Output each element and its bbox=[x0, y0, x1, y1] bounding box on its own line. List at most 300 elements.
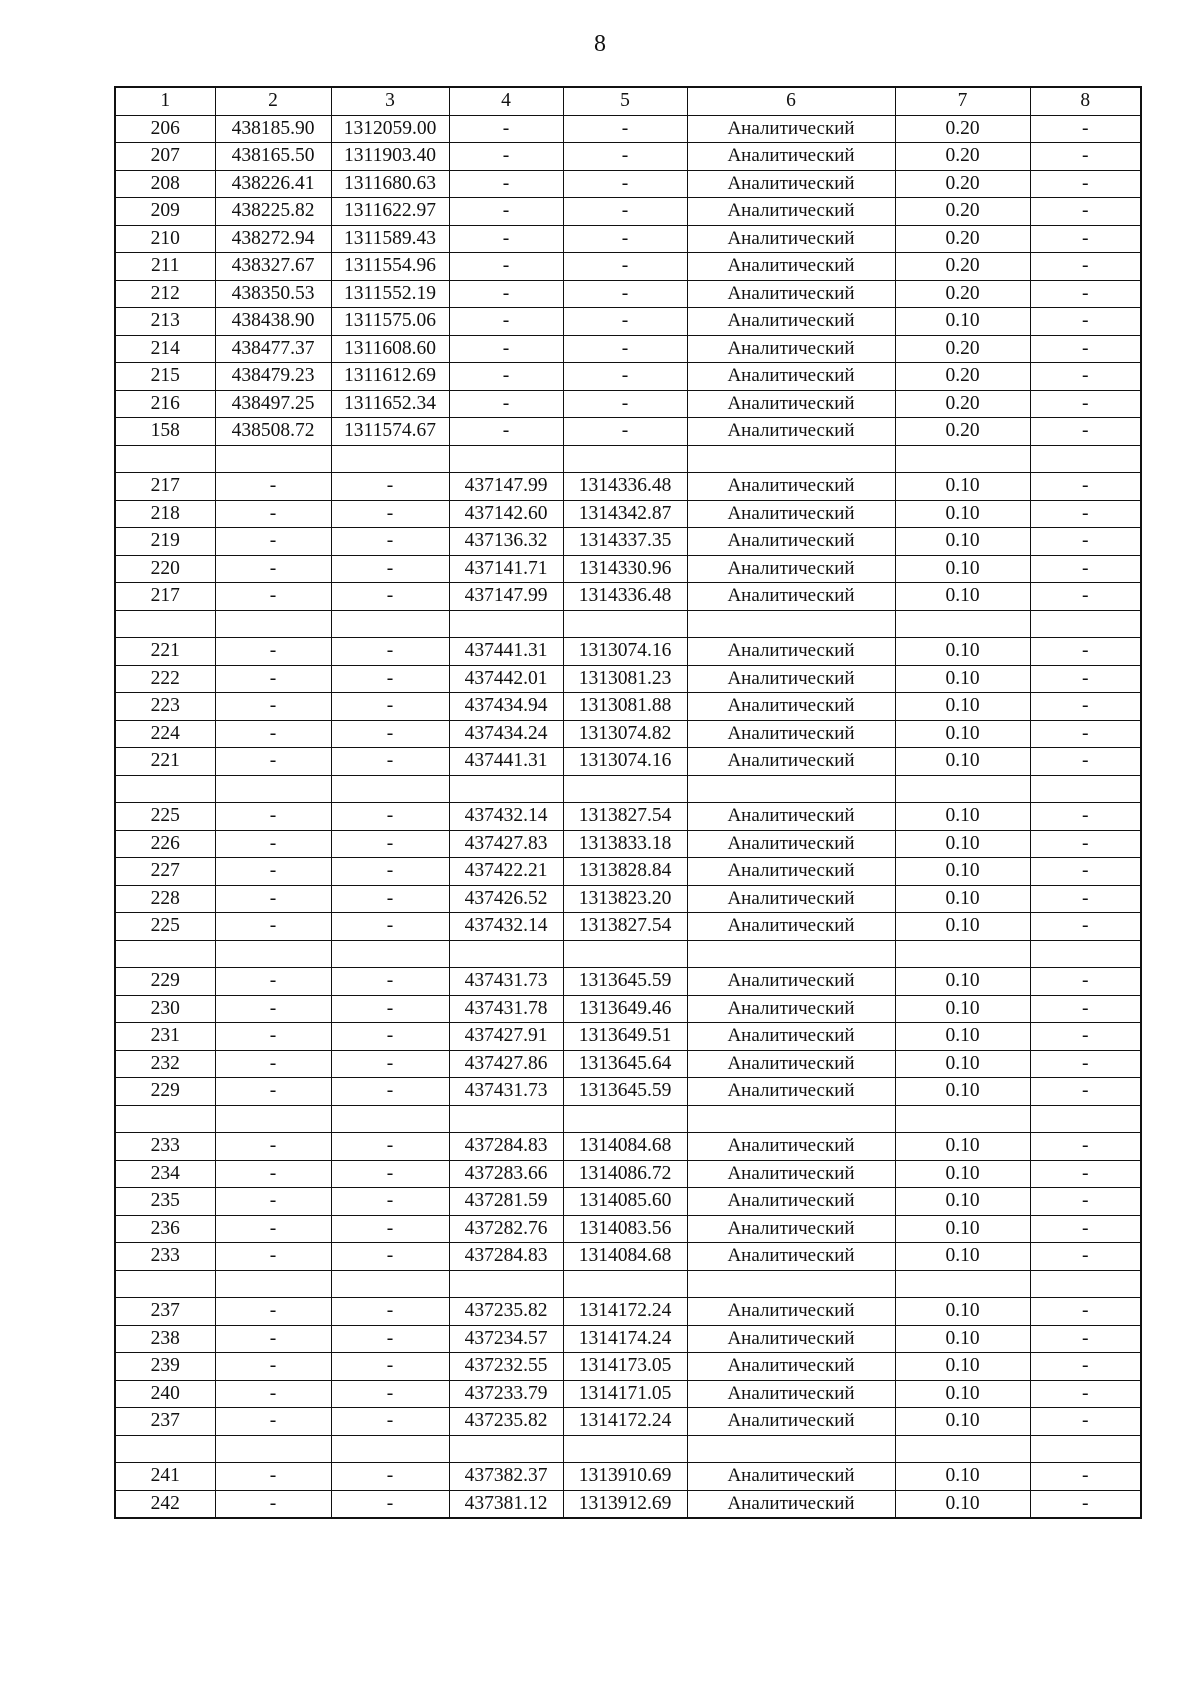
table-cell: 437427.86 bbox=[449, 1050, 563, 1078]
table-cell: - bbox=[449, 143, 563, 171]
table-cell: 235 bbox=[115, 1188, 215, 1216]
empty-cell bbox=[563, 1435, 687, 1463]
table-cell: - bbox=[215, 1133, 331, 1161]
table-header-row bbox=[115, 87, 1141, 115]
table-cell: 437141.71 bbox=[449, 555, 563, 583]
table-cell: 1314085.60 bbox=[563, 1188, 687, 1216]
table-cell: - bbox=[331, 885, 449, 913]
table-row bbox=[115, 500, 1141, 528]
table-cell: 0.20 bbox=[895, 170, 1030, 198]
empty-cell bbox=[1030, 610, 1141, 638]
table-cell: 219 bbox=[115, 528, 215, 556]
table-cell: 0.10 bbox=[895, 1325, 1030, 1353]
table-cell: - bbox=[449, 418, 563, 446]
table-row bbox=[115, 115, 1141, 143]
table-row bbox=[115, 748, 1141, 776]
table-cell: 220 bbox=[115, 555, 215, 583]
empty-cell bbox=[331, 775, 449, 803]
table-body bbox=[115, 115, 1141, 1518]
table-cell: - bbox=[215, 693, 331, 721]
table-cell: 0.20 bbox=[895, 280, 1030, 308]
table-cell: 229 bbox=[115, 1078, 215, 1106]
column-header: 3 bbox=[331, 87, 449, 115]
table-cell: 209 bbox=[115, 198, 215, 226]
empty-cell bbox=[215, 1270, 331, 1298]
table-cell: - bbox=[215, 1243, 331, 1271]
spacer-row bbox=[115, 1270, 1141, 1298]
table-row bbox=[115, 1188, 1141, 1216]
table-cell: 437426.52 bbox=[449, 885, 563, 913]
table-cell: 223 bbox=[115, 693, 215, 721]
table-cell: - bbox=[1030, 473, 1141, 501]
table-cell: - bbox=[331, 583, 449, 611]
table-cell: 229 bbox=[115, 968, 215, 996]
table-row bbox=[115, 390, 1141, 418]
table-cell: - bbox=[331, 665, 449, 693]
table-cell: 437232.55 bbox=[449, 1353, 563, 1381]
table-cell: 213 bbox=[115, 308, 215, 336]
table-cell: - bbox=[563, 170, 687, 198]
table-row bbox=[115, 995, 1141, 1023]
table-cell: - bbox=[563, 225, 687, 253]
table-cell: - bbox=[215, 1298, 331, 1326]
column-header: 1 bbox=[115, 87, 215, 115]
table-cell: - bbox=[215, 885, 331, 913]
table-cell: Аналитический bbox=[687, 528, 895, 556]
table-row bbox=[115, 1078, 1141, 1106]
table-cell: 242 bbox=[115, 1490, 215, 1518]
table-row bbox=[115, 913, 1141, 941]
table-cell: - bbox=[215, 748, 331, 776]
table-cell: 0.20 bbox=[895, 418, 1030, 446]
table-cell: 1311652.34 bbox=[331, 390, 449, 418]
table-cell: 217 bbox=[115, 473, 215, 501]
table-cell: - bbox=[563, 115, 687, 143]
table-cell: 438477.37 bbox=[215, 335, 331, 363]
table-cell: 216 bbox=[115, 390, 215, 418]
table-cell: - bbox=[1030, 1490, 1141, 1518]
table-row bbox=[115, 858, 1141, 886]
empty-cell bbox=[215, 610, 331, 638]
table-cell: - bbox=[1030, 885, 1141, 913]
table-cell: 0.20 bbox=[895, 198, 1030, 226]
table-row bbox=[115, 968, 1141, 996]
table-cell: 0.10 bbox=[895, 885, 1030, 913]
table-cell: 0.10 bbox=[895, 913, 1030, 941]
table-cell: Аналитический bbox=[687, 583, 895, 611]
table-cell: 1313081.88 bbox=[563, 693, 687, 721]
table-cell: 0.10 bbox=[895, 500, 1030, 528]
table-cell: 0.10 bbox=[895, 1243, 1030, 1271]
table-cell: 221 bbox=[115, 638, 215, 666]
table-cell: 234 bbox=[115, 1160, 215, 1188]
column-header: 7 bbox=[895, 87, 1030, 115]
table-cell: Аналитический bbox=[687, 363, 895, 391]
table-cell: 0.10 bbox=[895, 1353, 1030, 1381]
table-cell: - bbox=[215, 858, 331, 886]
table-cell: - bbox=[563, 280, 687, 308]
table-cell: 437427.91 bbox=[449, 1023, 563, 1051]
table-cell: - bbox=[1030, 1243, 1141, 1271]
table-cell: 1313823.20 bbox=[563, 885, 687, 913]
table-cell: - bbox=[331, 968, 449, 996]
table-cell: 1312059.00 bbox=[331, 115, 449, 143]
table-cell: 236 bbox=[115, 1215, 215, 1243]
table-row bbox=[115, 665, 1141, 693]
column-header: 2 bbox=[215, 87, 331, 115]
empty-cell bbox=[115, 775, 215, 803]
table-cell: - bbox=[1030, 913, 1141, 941]
empty-cell bbox=[449, 775, 563, 803]
table-cell: 437234.57 bbox=[449, 1325, 563, 1353]
table-cell: Аналитический bbox=[687, 803, 895, 831]
table-cell: 437147.99 bbox=[449, 473, 563, 501]
table-cell: - bbox=[215, 803, 331, 831]
table-cell: 437422.21 bbox=[449, 858, 563, 886]
table-cell: 211 bbox=[115, 253, 215, 281]
table-cell: 0.10 bbox=[895, 858, 1030, 886]
table-cell: 0.10 bbox=[895, 693, 1030, 721]
table-cell: - bbox=[331, 830, 449, 858]
table-cell: 438497.25 bbox=[215, 390, 331, 418]
table-cell: 1314337.35 bbox=[563, 528, 687, 556]
table-cell: Аналитический bbox=[687, 500, 895, 528]
table-cell: - bbox=[331, 693, 449, 721]
table-row bbox=[115, 143, 1141, 171]
table-cell: 1314086.72 bbox=[563, 1160, 687, 1188]
table-row bbox=[115, 1243, 1141, 1271]
table-cell: - bbox=[1030, 115, 1141, 143]
table-cell: 1311622.97 bbox=[331, 198, 449, 226]
table-cell: - bbox=[331, 528, 449, 556]
table-cell: - bbox=[331, 1408, 449, 1436]
table-cell: 437434.94 bbox=[449, 693, 563, 721]
table-cell: Аналитический bbox=[687, 748, 895, 776]
table-cell: 437381.12 bbox=[449, 1490, 563, 1518]
table-cell: Аналитический bbox=[687, 1408, 895, 1436]
table-cell: 437282.76 bbox=[449, 1215, 563, 1243]
empty-cell bbox=[687, 940, 895, 968]
table-cell: Аналитический bbox=[687, 253, 895, 281]
table-cell: 437284.83 bbox=[449, 1243, 563, 1271]
table-cell: 438185.90 bbox=[215, 115, 331, 143]
table-cell: - bbox=[1030, 638, 1141, 666]
table-cell: - bbox=[1030, 225, 1141, 253]
empty-cell bbox=[449, 1435, 563, 1463]
table-cell: - bbox=[1030, 170, 1141, 198]
table-cell: 1311608.60 bbox=[331, 335, 449, 363]
table-cell: Аналитический bbox=[687, 1380, 895, 1408]
table-row bbox=[115, 803, 1141, 831]
table-cell: - bbox=[215, 1380, 331, 1408]
column-header: 4 bbox=[449, 87, 563, 115]
table-cell: 0.10 bbox=[895, 638, 1030, 666]
table-cell: 1313645.64 bbox=[563, 1050, 687, 1078]
table-cell: - bbox=[331, 1490, 449, 1518]
empty-cell bbox=[563, 610, 687, 638]
table-cell: 0.10 bbox=[895, 1298, 1030, 1326]
table-cell: - bbox=[1030, 968, 1141, 996]
table-cell: - bbox=[1030, 280, 1141, 308]
table-cell: 437382.37 bbox=[449, 1463, 563, 1491]
table-row bbox=[115, 198, 1141, 226]
table-cell: Аналитический bbox=[687, 1023, 895, 1051]
table-cell: - bbox=[449, 115, 563, 143]
table-cell: - bbox=[449, 390, 563, 418]
table-cell: - bbox=[215, 1215, 331, 1243]
table-cell: 1311612.69 bbox=[331, 363, 449, 391]
spacer-row bbox=[115, 940, 1141, 968]
empty-cell bbox=[115, 1270, 215, 1298]
table-cell: 214 bbox=[115, 335, 215, 363]
table-cell: - bbox=[1030, 1160, 1141, 1188]
table-cell: 1311903.40 bbox=[331, 143, 449, 171]
table-cell: 1314336.48 bbox=[563, 583, 687, 611]
table-cell: 438327.67 bbox=[215, 253, 331, 281]
table-cell: 437136.32 bbox=[449, 528, 563, 556]
table-cell: 0.10 bbox=[895, 830, 1030, 858]
table-row bbox=[115, 1463, 1141, 1491]
table-cell: 227 bbox=[115, 858, 215, 886]
table-cell: 437442.01 bbox=[449, 665, 563, 693]
table-cell: 1313827.54 bbox=[563, 803, 687, 831]
table-cell: Аналитический bbox=[687, 1133, 895, 1161]
empty-cell bbox=[115, 1105, 215, 1133]
table-cell: 1311589.43 bbox=[331, 225, 449, 253]
table-cell: Аналитический bbox=[687, 1463, 895, 1491]
table-cell: - bbox=[449, 335, 563, 363]
empty-cell bbox=[563, 445, 687, 473]
table-cell: 437283.66 bbox=[449, 1160, 563, 1188]
table-cell: 1314342.87 bbox=[563, 500, 687, 528]
table-cell: 437431.73 bbox=[449, 968, 563, 996]
table-row bbox=[115, 528, 1141, 556]
table-cell: 0.10 bbox=[895, 1380, 1030, 1408]
table-cell: 218 bbox=[115, 500, 215, 528]
table-cell: Аналитический bbox=[687, 335, 895, 363]
table-cell: - bbox=[1030, 858, 1141, 886]
table-cell: 1313910.69 bbox=[563, 1463, 687, 1491]
table-cell: 0.10 bbox=[895, 583, 1030, 611]
table-cell: - bbox=[563, 335, 687, 363]
table-row bbox=[115, 363, 1141, 391]
table-cell: 1314336.48 bbox=[563, 473, 687, 501]
empty-cell bbox=[1030, 1270, 1141, 1298]
table-cell: 0.10 bbox=[895, 1408, 1030, 1436]
table-cell: 210 bbox=[115, 225, 215, 253]
table-cell: - bbox=[449, 253, 563, 281]
table-cell: 1313645.59 bbox=[563, 1078, 687, 1106]
empty-cell bbox=[449, 940, 563, 968]
table-cell: - bbox=[563, 363, 687, 391]
table-cell: 0.10 bbox=[895, 1490, 1030, 1518]
table-cell: 1314174.24 bbox=[563, 1325, 687, 1353]
table-cell: 228 bbox=[115, 885, 215, 913]
table-cell: - bbox=[215, 638, 331, 666]
column-header: 6 bbox=[687, 87, 895, 115]
table-row bbox=[115, 280, 1141, 308]
table-cell: 0.20 bbox=[895, 225, 1030, 253]
table-cell: - bbox=[331, 1160, 449, 1188]
table-cell: Аналитический bbox=[687, 418, 895, 446]
empty-cell bbox=[449, 1105, 563, 1133]
table-cell: 224 bbox=[115, 720, 215, 748]
empty-cell bbox=[687, 1105, 895, 1133]
table-cell: 238 bbox=[115, 1325, 215, 1353]
empty-cell bbox=[1030, 775, 1141, 803]
table-cell: 233 bbox=[115, 1133, 215, 1161]
empty-cell bbox=[115, 445, 215, 473]
table-cell: - bbox=[215, 528, 331, 556]
empty-cell bbox=[215, 445, 331, 473]
table-cell: - bbox=[215, 1078, 331, 1106]
table-cell: 437431.73 bbox=[449, 1078, 563, 1106]
table-cell: - bbox=[1030, 748, 1141, 776]
coordinates-table bbox=[114, 86, 1142, 1519]
table-cell: 1311575.06 bbox=[331, 308, 449, 336]
table-cell: - bbox=[1030, 418, 1141, 446]
table-row bbox=[115, 170, 1141, 198]
table-cell: Аналитический bbox=[687, 1353, 895, 1381]
empty-cell bbox=[331, 940, 449, 968]
table-cell: Аналитический bbox=[687, 968, 895, 996]
table-cell: - bbox=[1030, 143, 1141, 171]
table-cell: 217 bbox=[115, 583, 215, 611]
empty-cell bbox=[895, 940, 1030, 968]
table-cell: 222 bbox=[115, 665, 215, 693]
column-header: 5 bbox=[563, 87, 687, 115]
table-cell: 437427.83 bbox=[449, 830, 563, 858]
table-row bbox=[115, 1215, 1141, 1243]
table-cell: - bbox=[1030, 1298, 1141, 1326]
table-cell: 437142.60 bbox=[449, 500, 563, 528]
table-cell: 0.20 bbox=[895, 363, 1030, 391]
table-cell: - bbox=[331, 748, 449, 776]
table-cell: - bbox=[331, 995, 449, 1023]
table-cell: - bbox=[215, 1325, 331, 1353]
table-cell: 438479.23 bbox=[215, 363, 331, 391]
table-cell: - bbox=[1030, 830, 1141, 858]
empty-cell bbox=[449, 1270, 563, 1298]
table-cell: - bbox=[215, 720, 331, 748]
table-cell: Аналитический bbox=[687, 473, 895, 501]
table-cell: 437432.14 bbox=[449, 913, 563, 941]
empty-cell bbox=[449, 610, 563, 638]
empty-cell bbox=[215, 775, 331, 803]
table-cell: 438165.50 bbox=[215, 143, 331, 171]
table-cell: Аналитический bbox=[687, 1490, 895, 1518]
table-cell: - bbox=[331, 1188, 449, 1216]
table-cell: Аналитический bbox=[687, 1078, 895, 1106]
table-cell: 225 bbox=[115, 803, 215, 831]
table-cell: 237 bbox=[115, 1298, 215, 1326]
table-row bbox=[115, 1380, 1141, 1408]
table-cell: 0.20 bbox=[895, 335, 1030, 363]
table-cell: - bbox=[1030, 528, 1141, 556]
table-cell: 1311554.96 bbox=[331, 253, 449, 281]
table-cell: - bbox=[215, 473, 331, 501]
table-cell: Аналитический bbox=[687, 170, 895, 198]
empty-cell bbox=[115, 1435, 215, 1463]
table-cell: - bbox=[331, 1133, 449, 1161]
empty-cell bbox=[563, 1105, 687, 1133]
table-cell: - bbox=[215, 555, 331, 583]
table-cell: Аналитический bbox=[687, 143, 895, 171]
empty-cell bbox=[895, 1105, 1030, 1133]
table-cell: 0.10 bbox=[895, 555, 1030, 583]
table-cell: - bbox=[449, 308, 563, 336]
table-cell: - bbox=[1030, 555, 1141, 583]
table-cell: 233 bbox=[115, 1243, 215, 1271]
table-cell: 207 bbox=[115, 143, 215, 171]
table-cell: - bbox=[331, 803, 449, 831]
table-cell: - bbox=[449, 363, 563, 391]
table-cell: 0.10 bbox=[895, 720, 1030, 748]
table-cell: 237 bbox=[115, 1408, 215, 1436]
table-cell: 231 bbox=[115, 1023, 215, 1051]
table-cell: - bbox=[1030, 1353, 1141, 1381]
table-cell: 0.10 bbox=[895, 748, 1030, 776]
table-cell: - bbox=[331, 1023, 449, 1051]
table-cell: 437432.14 bbox=[449, 803, 563, 831]
table-cell: 437281.59 bbox=[449, 1188, 563, 1216]
table-cell: Аналитический bbox=[687, 1160, 895, 1188]
table-cell: - bbox=[331, 1078, 449, 1106]
table-cell: 437434.24 bbox=[449, 720, 563, 748]
empty-cell bbox=[331, 1105, 449, 1133]
table-cell: - bbox=[331, 500, 449, 528]
table-cell: Аналитический bbox=[687, 665, 895, 693]
empty-cell bbox=[215, 1435, 331, 1463]
table-cell: 437235.82 bbox=[449, 1408, 563, 1436]
empty-cell bbox=[1030, 1105, 1141, 1133]
spacer-row bbox=[115, 610, 1141, 638]
table-cell: 1313081.23 bbox=[563, 665, 687, 693]
table-cell: 1314084.68 bbox=[563, 1133, 687, 1161]
table-cell: 1314173.05 bbox=[563, 1353, 687, 1381]
table-cell: 438272.94 bbox=[215, 225, 331, 253]
table-cell: 1313649.46 bbox=[563, 995, 687, 1023]
table-cell: 1314330.96 bbox=[563, 555, 687, 583]
table-cell: 208 bbox=[115, 170, 215, 198]
table-cell: 438226.41 bbox=[215, 170, 331, 198]
table-cell: - bbox=[449, 170, 563, 198]
table-cell: 0.10 bbox=[895, 1463, 1030, 1491]
table-cell: - bbox=[331, 1325, 449, 1353]
table-cell: 1313074.16 bbox=[563, 638, 687, 666]
table-cell: - bbox=[215, 1463, 331, 1491]
table-cell: 215 bbox=[115, 363, 215, 391]
table-cell: - bbox=[1030, 1215, 1141, 1243]
table-row bbox=[115, 1050, 1141, 1078]
empty-cell bbox=[687, 445, 895, 473]
empty-cell bbox=[563, 775, 687, 803]
table-cell: - bbox=[1030, 693, 1141, 721]
table-cell: - bbox=[331, 720, 449, 748]
table-cell: - bbox=[1030, 1463, 1141, 1491]
table-cell: - bbox=[449, 225, 563, 253]
table-cell: - bbox=[331, 858, 449, 886]
table-cell: - bbox=[331, 473, 449, 501]
table-cell: Аналитический bbox=[687, 555, 895, 583]
table-cell: Аналитический bbox=[687, 198, 895, 226]
table-cell: 437431.78 bbox=[449, 995, 563, 1023]
table-row bbox=[115, 1353, 1141, 1381]
table-cell: 239 bbox=[115, 1353, 215, 1381]
table-cell: 0.20 bbox=[895, 390, 1030, 418]
table-cell: - bbox=[331, 1353, 449, 1381]
table-cell: - bbox=[215, 1050, 331, 1078]
